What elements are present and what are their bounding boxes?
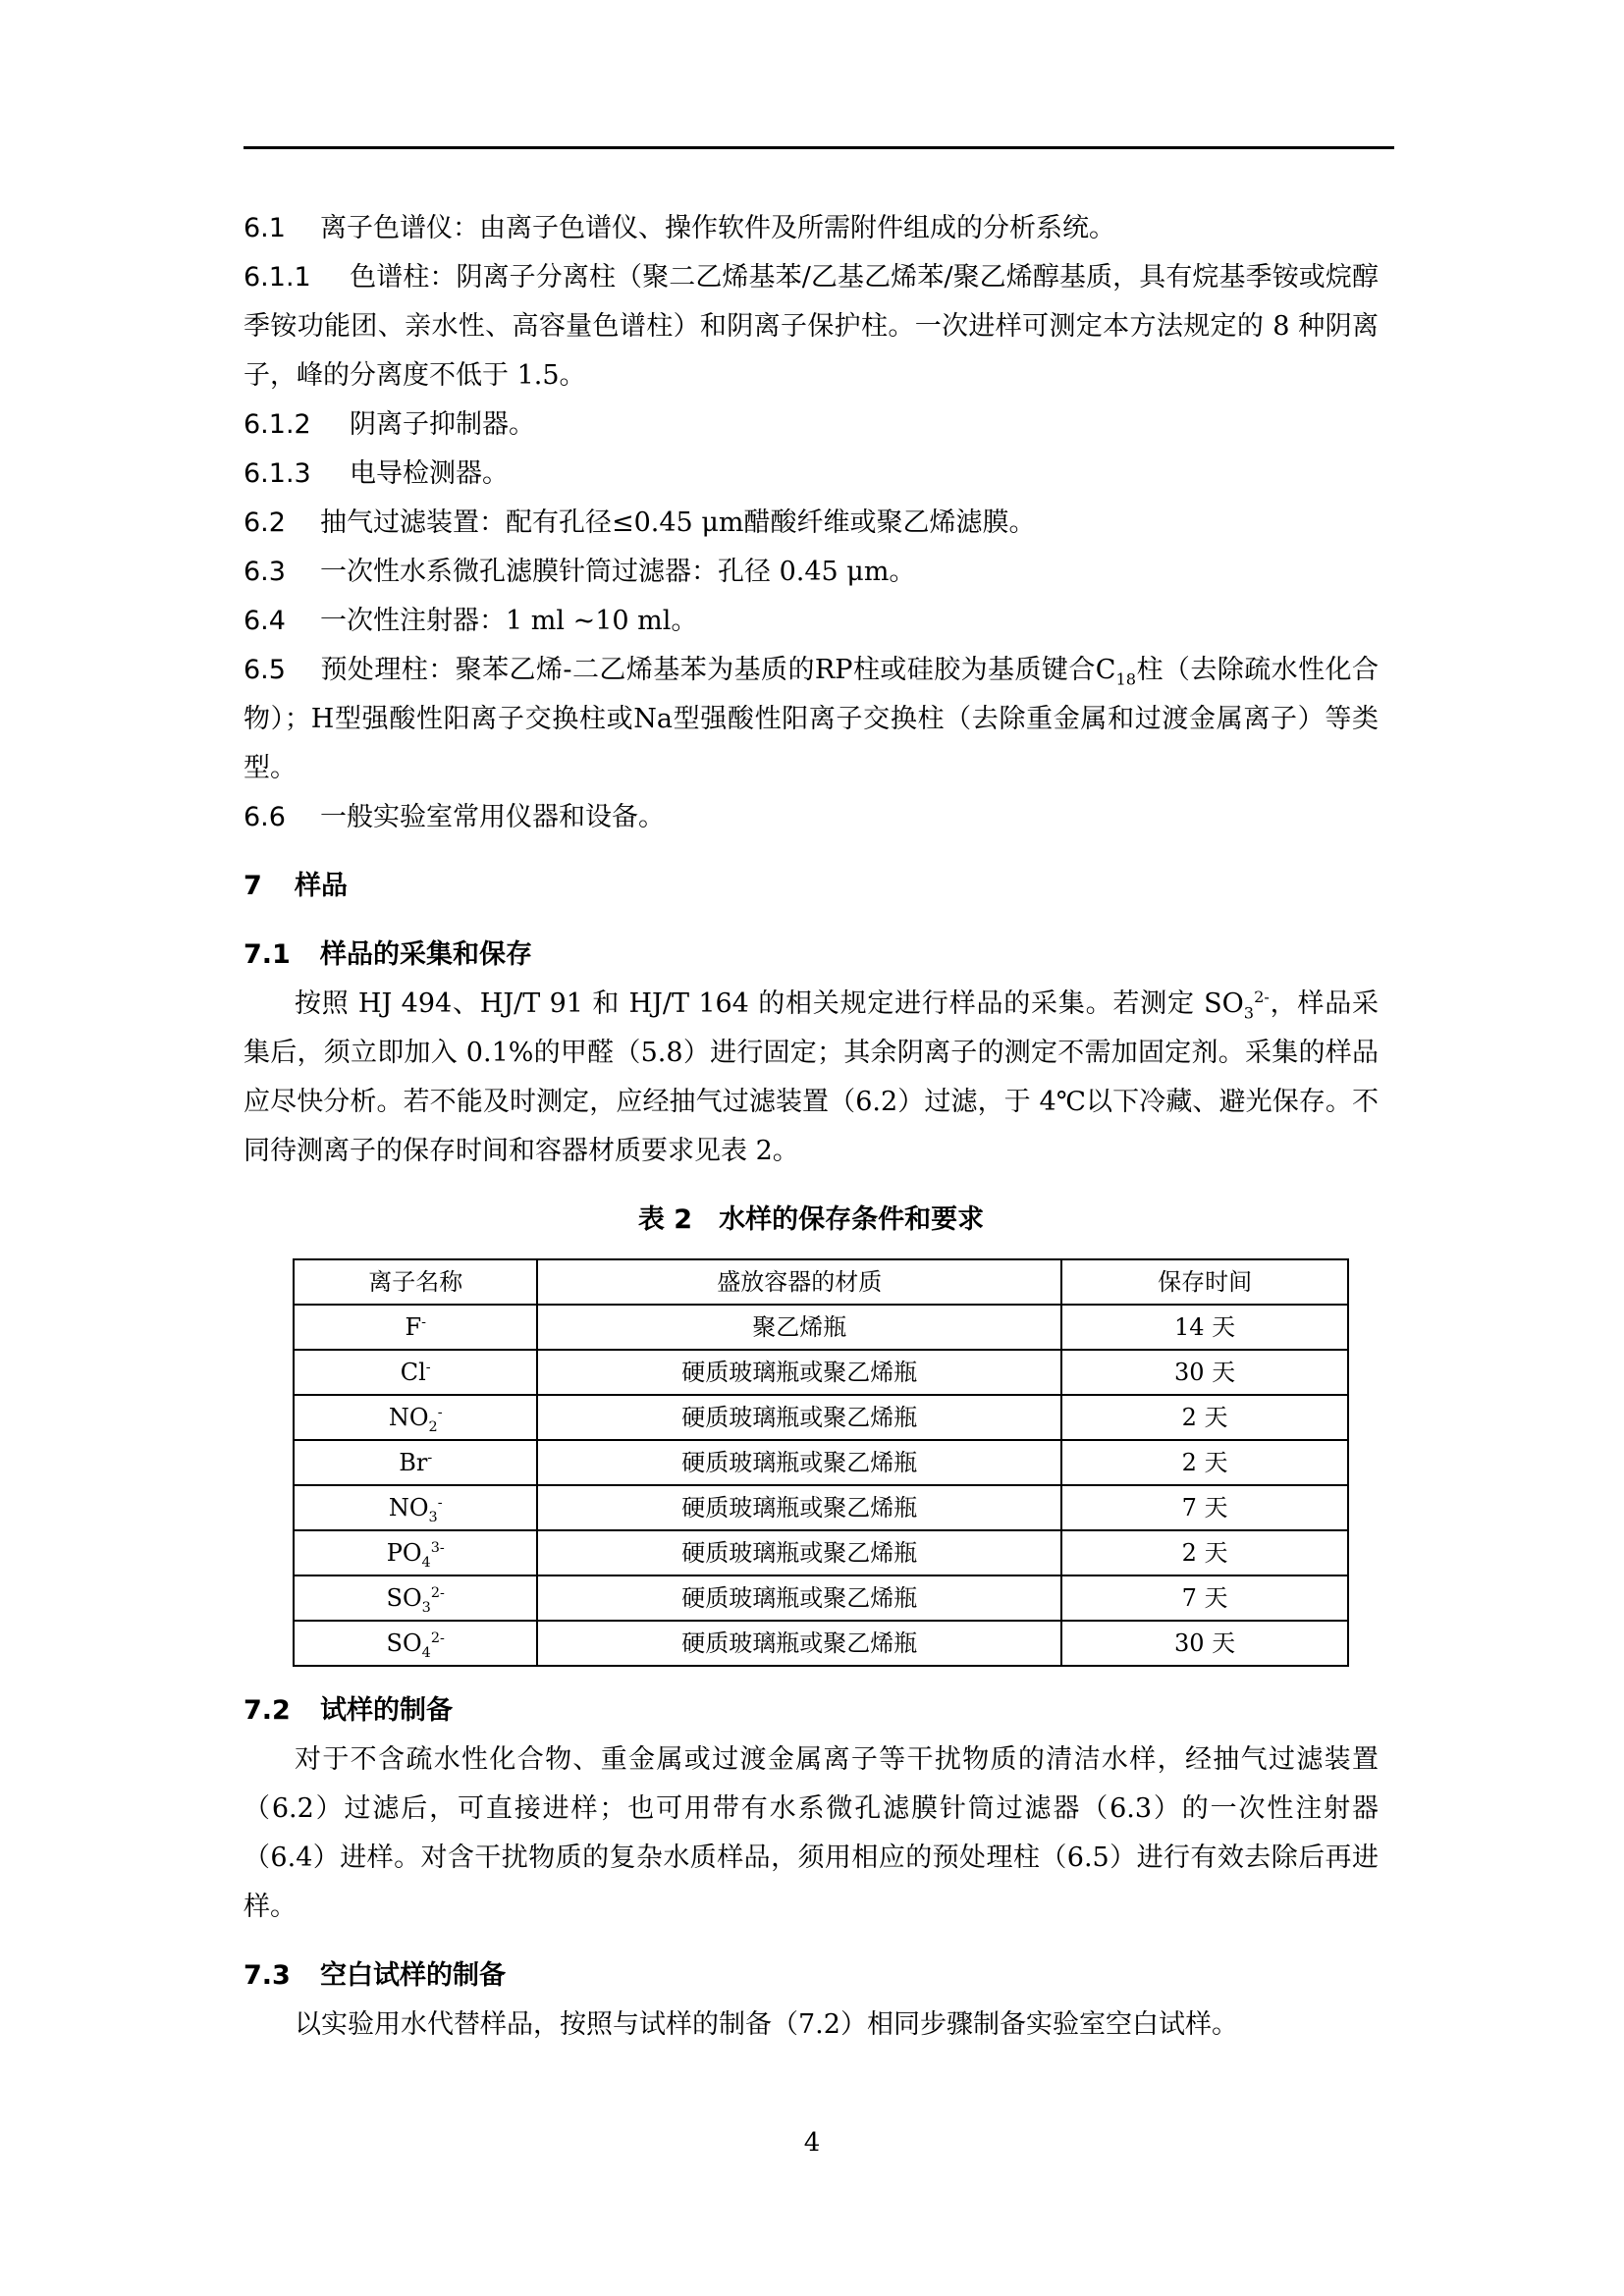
storage-time-cell: 2 天 bbox=[1061, 1440, 1348, 1485]
clause-6-6 bbox=[244, 793, 1379, 842]
table-title: 表 2 水样的保存条件和要求 bbox=[637, 1204, 985, 1235]
section-7-heading bbox=[244, 862, 1379, 911]
ion-subscript: 4 bbox=[421, 1644, 431, 1661]
container-material-cell: 聚乙烯瓶 bbox=[537, 1305, 1061, 1350]
ion-name-cell bbox=[294, 1440, 537, 1485]
table-row bbox=[294, 1440, 1348, 1485]
container-material-cell: 硬质玻璃瓶或聚乙烯瓶 bbox=[537, 1485, 1061, 1530]
container-material-cell: 硬质玻璃瓶或聚乙烯瓶 bbox=[537, 1530, 1061, 1575]
section-7-2-heading bbox=[244, 1686, 1379, 1735]
ion-symbol: NO bbox=[388, 1404, 429, 1431]
clause-text: 抽气过滤装置：配有孔径≤0.45 μm醋酸纤维或聚乙烯滤膜。 bbox=[320, 507, 1036, 538]
table-row bbox=[294, 1350, 1348, 1395]
table-header-row bbox=[294, 1259, 1348, 1305]
ion-name-cell bbox=[294, 1485, 537, 1530]
ion-symbol: NO bbox=[388, 1494, 429, 1522]
table-row bbox=[294, 1305, 1348, 1350]
container-material-cell: 硬质玻璃瓶或聚乙烯瓶 bbox=[537, 1621, 1061, 1666]
clause-text-a: 预处理柱：聚苯乙烯-二乙烯基苯为基质的RP柱或硅胶为基质键合C bbox=[320, 655, 1116, 685]
clause-number: 6.1.3 bbox=[244, 458, 311, 489]
section-title: 试样的制备 bbox=[320, 1695, 453, 1726]
clause-6-1-3 bbox=[244, 450, 1379, 499]
clause-6-1-2 bbox=[244, 400, 1379, 450]
section-number: 7 bbox=[244, 871, 262, 901]
container-material-cell: 硬质玻璃瓶或聚乙烯瓶 bbox=[537, 1440, 1061, 1485]
storage-time-cell: 30 天 bbox=[1061, 1350, 1348, 1395]
clause-number: 6.1 bbox=[244, 213, 286, 243]
clause-6-4 bbox=[244, 597, 1379, 646]
ion-symbol: SO bbox=[386, 1584, 422, 1612]
clause-6-5 bbox=[244, 646, 1379, 793]
ion-name-cell bbox=[294, 1305, 537, 1350]
column-header: 保存时间 bbox=[1061, 1259, 1348, 1305]
clause-text-b: 柱（去除疏水性化合物）；H型强酸性阳离子交换柱或Na型强酸性阳离子交换柱（去除重金属和过渡金属离子）等类型。 bbox=[244, 655, 1379, 783]
section-number: 7.3 bbox=[244, 1960, 291, 1991]
section-7-1-body bbox=[244, 980, 1379, 1176]
section-title: 样品的采集和保存 bbox=[320, 939, 532, 970]
ion-subscript: 2 bbox=[428, 1418, 438, 1435]
document-body bbox=[244, 204, 1379, 2050]
superscript: 2- bbox=[1254, 988, 1270, 1006]
clause-text: 一次性注射器：1 ml ~10 ml。 bbox=[320, 606, 698, 636]
ion-symbol: F bbox=[405, 1313, 422, 1341]
section-7-3-heading bbox=[244, 1951, 1379, 2001]
ion-charge: - bbox=[421, 1314, 426, 1330]
table-row bbox=[294, 1621, 1348, 1666]
storage-time-cell: 7 天 bbox=[1061, 1575, 1348, 1621]
section-number: 7.1 bbox=[244, 939, 291, 970]
table-body bbox=[294, 1305, 1348, 1666]
table-row bbox=[294, 1530, 1348, 1575]
clause-number: 6.1.1 bbox=[244, 262, 311, 293]
page-number: 4 bbox=[803, 2128, 821, 2158]
column-header: 盛放容器的材质 bbox=[537, 1259, 1061, 1305]
ion-charge: - bbox=[427, 1450, 433, 1466]
ion-symbol: PO bbox=[386, 1539, 422, 1567]
container-material-cell: 硬质玻璃瓶或聚乙烯瓶 bbox=[537, 1395, 1061, 1440]
section-7-3-body: 以实验用水代替样品，按照与试样的制备（7.2）相同步骤制备实验室空白试样。 bbox=[295, 2009, 1238, 2040]
ion-name-cell bbox=[294, 1575, 537, 1621]
clause-text: 一次性水系微孔滤膜针筒过滤器：孔径 0.45 μm。 bbox=[320, 557, 916, 587]
ion-name-cell bbox=[294, 1621, 537, 1666]
ion-subscript: 3 bbox=[421, 1599, 431, 1616]
ion-name-cell bbox=[294, 1350, 537, 1395]
storage-time-cell: 2 天 bbox=[1061, 1395, 1348, 1440]
storage-time-cell: 14 天 bbox=[1061, 1305, 1348, 1350]
subscript: 18 bbox=[1115, 669, 1137, 689]
ion-subscript: 4 bbox=[421, 1554, 431, 1571]
storage-time-cell: 7 天 bbox=[1061, 1485, 1348, 1530]
body-text-b: ，样品采集后，须立即加入 0.1%的甲醛（5.8）进行固定；其余阴离子的测定不需加固定剂。采集的样品应尽快分析。若不能及时测定，应经抽气过滤装置（6.2）过滤，于 4℃以下冷藏、避光保存。不同待测离子的保存时间和容器材质要求见表 2。 bbox=[244, 988, 1379, 1166]
clause-number: 6.1.2 bbox=[244, 409, 311, 440]
ion-charge: 3- bbox=[430, 1540, 445, 1556]
ion-charge: 2- bbox=[430, 1630, 445, 1646]
ion-charge: - bbox=[437, 1405, 443, 1420]
body-text-a: 按照 HJ 494、HJ/T 91 和 HJ/T 164 的相关规定进行样品的采集。若测定 SO bbox=[295, 988, 1244, 1019]
clause-6-1 bbox=[244, 204, 1379, 253]
header-rule bbox=[244, 146, 1394, 149]
section-7-2-body: 对于不含疏水性化合物、重金属或过渡金属离子等干扰物质的清洁水样，经抽气过滤装置（6.2）过滤后，可直接进样；也可用带有水系微孔滤膜针筒过滤器（6.3）的一次性注射器（6.4）进样。对含干扰物质的复杂水质样品，须用相应的预处理柱（6.5）进行有效去除后再进样。 bbox=[244, 1744, 1379, 1922]
column-header: 离子名称 bbox=[294, 1259, 537, 1305]
section-7-1-heading bbox=[244, 931, 1379, 980]
ion-symbol: Cl bbox=[400, 1359, 426, 1386]
subscript: 3 bbox=[1243, 1003, 1255, 1023]
clause-text: 阴离子抑制器。 bbox=[350, 409, 535, 440]
clause-text: 色谱柱：阴离子分离柱（聚二乙烯基苯/乙基乙烯苯/聚乙烯醇基质，具有烷基季铵或烷醇季铵功能团、亲水性、高容量色谱柱）和阴离子保护柱。一次进样可测定本方法规定的 8 种阴离子，峰的分离度不低于 1.5。 bbox=[244, 262, 1379, 391]
clause-number: 6.5 bbox=[244, 655, 286, 685]
ion-charge: - bbox=[425, 1360, 431, 1375]
container-material-cell: 硬质玻璃瓶或聚乙烯瓶 bbox=[537, 1575, 1061, 1621]
storage-time-cell: 2 天 bbox=[1061, 1530, 1348, 1575]
clause-text: 电导检测器。 bbox=[350, 458, 509, 489]
ion-symbol: Br bbox=[399, 1449, 428, 1476]
clause-6-1-1 bbox=[244, 253, 1379, 400]
storage-time-cell: 30 天 bbox=[1061, 1621, 1348, 1666]
clause-text: 离子色谱仪：由离子色谱仪、操作软件及所需附件组成的分析系统。 bbox=[320, 213, 1115, 243]
section-number: 7.2 bbox=[244, 1695, 291, 1726]
clause-number: 6.6 bbox=[244, 802, 286, 832]
container-material-cell: 硬质玻璃瓶或聚乙烯瓶 bbox=[537, 1350, 1061, 1395]
clause-number: 6.4 bbox=[244, 606, 286, 636]
section-title: 样品 bbox=[295, 871, 348, 901]
ion-symbol: SO bbox=[386, 1629, 422, 1657]
ion-charge: 2- bbox=[430, 1585, 445, 1601]
ion-subscript: 3 bbox=[428, 1509, 438, 1525]
table-row bbox=[294, 1395, 1348, 1440]
storage-table bbox=[293, 1258, 1349, 1667]
table-row bbox=[294, 1575, 1348, 1621]
clause-6-3 bbox=[244, 548, 1379, 597]
section-title: 空白试样的制备 bbox=[320, 1960, 506, 1991]
ion-name-cell bbox=[294, 1530, 537, 1575]
table-row bbox=[294, 1485, 1348, 1530]
clause-text: 一般实验室常用仪器和设备。 bbox=[320, 802, 665, 832]
clause-number: 6.2 bbox=[244, 507, 286, 538]
ion-name-cell bbox=[294, 1395, 537, 1440]
ion-charge: - bbox=[437, 1495, 443, 1511]
clause-number: 6.3 bbox=[244, 557, 286, 587]
clause-6-2 bbox=[244, 499, 1379, 548]
